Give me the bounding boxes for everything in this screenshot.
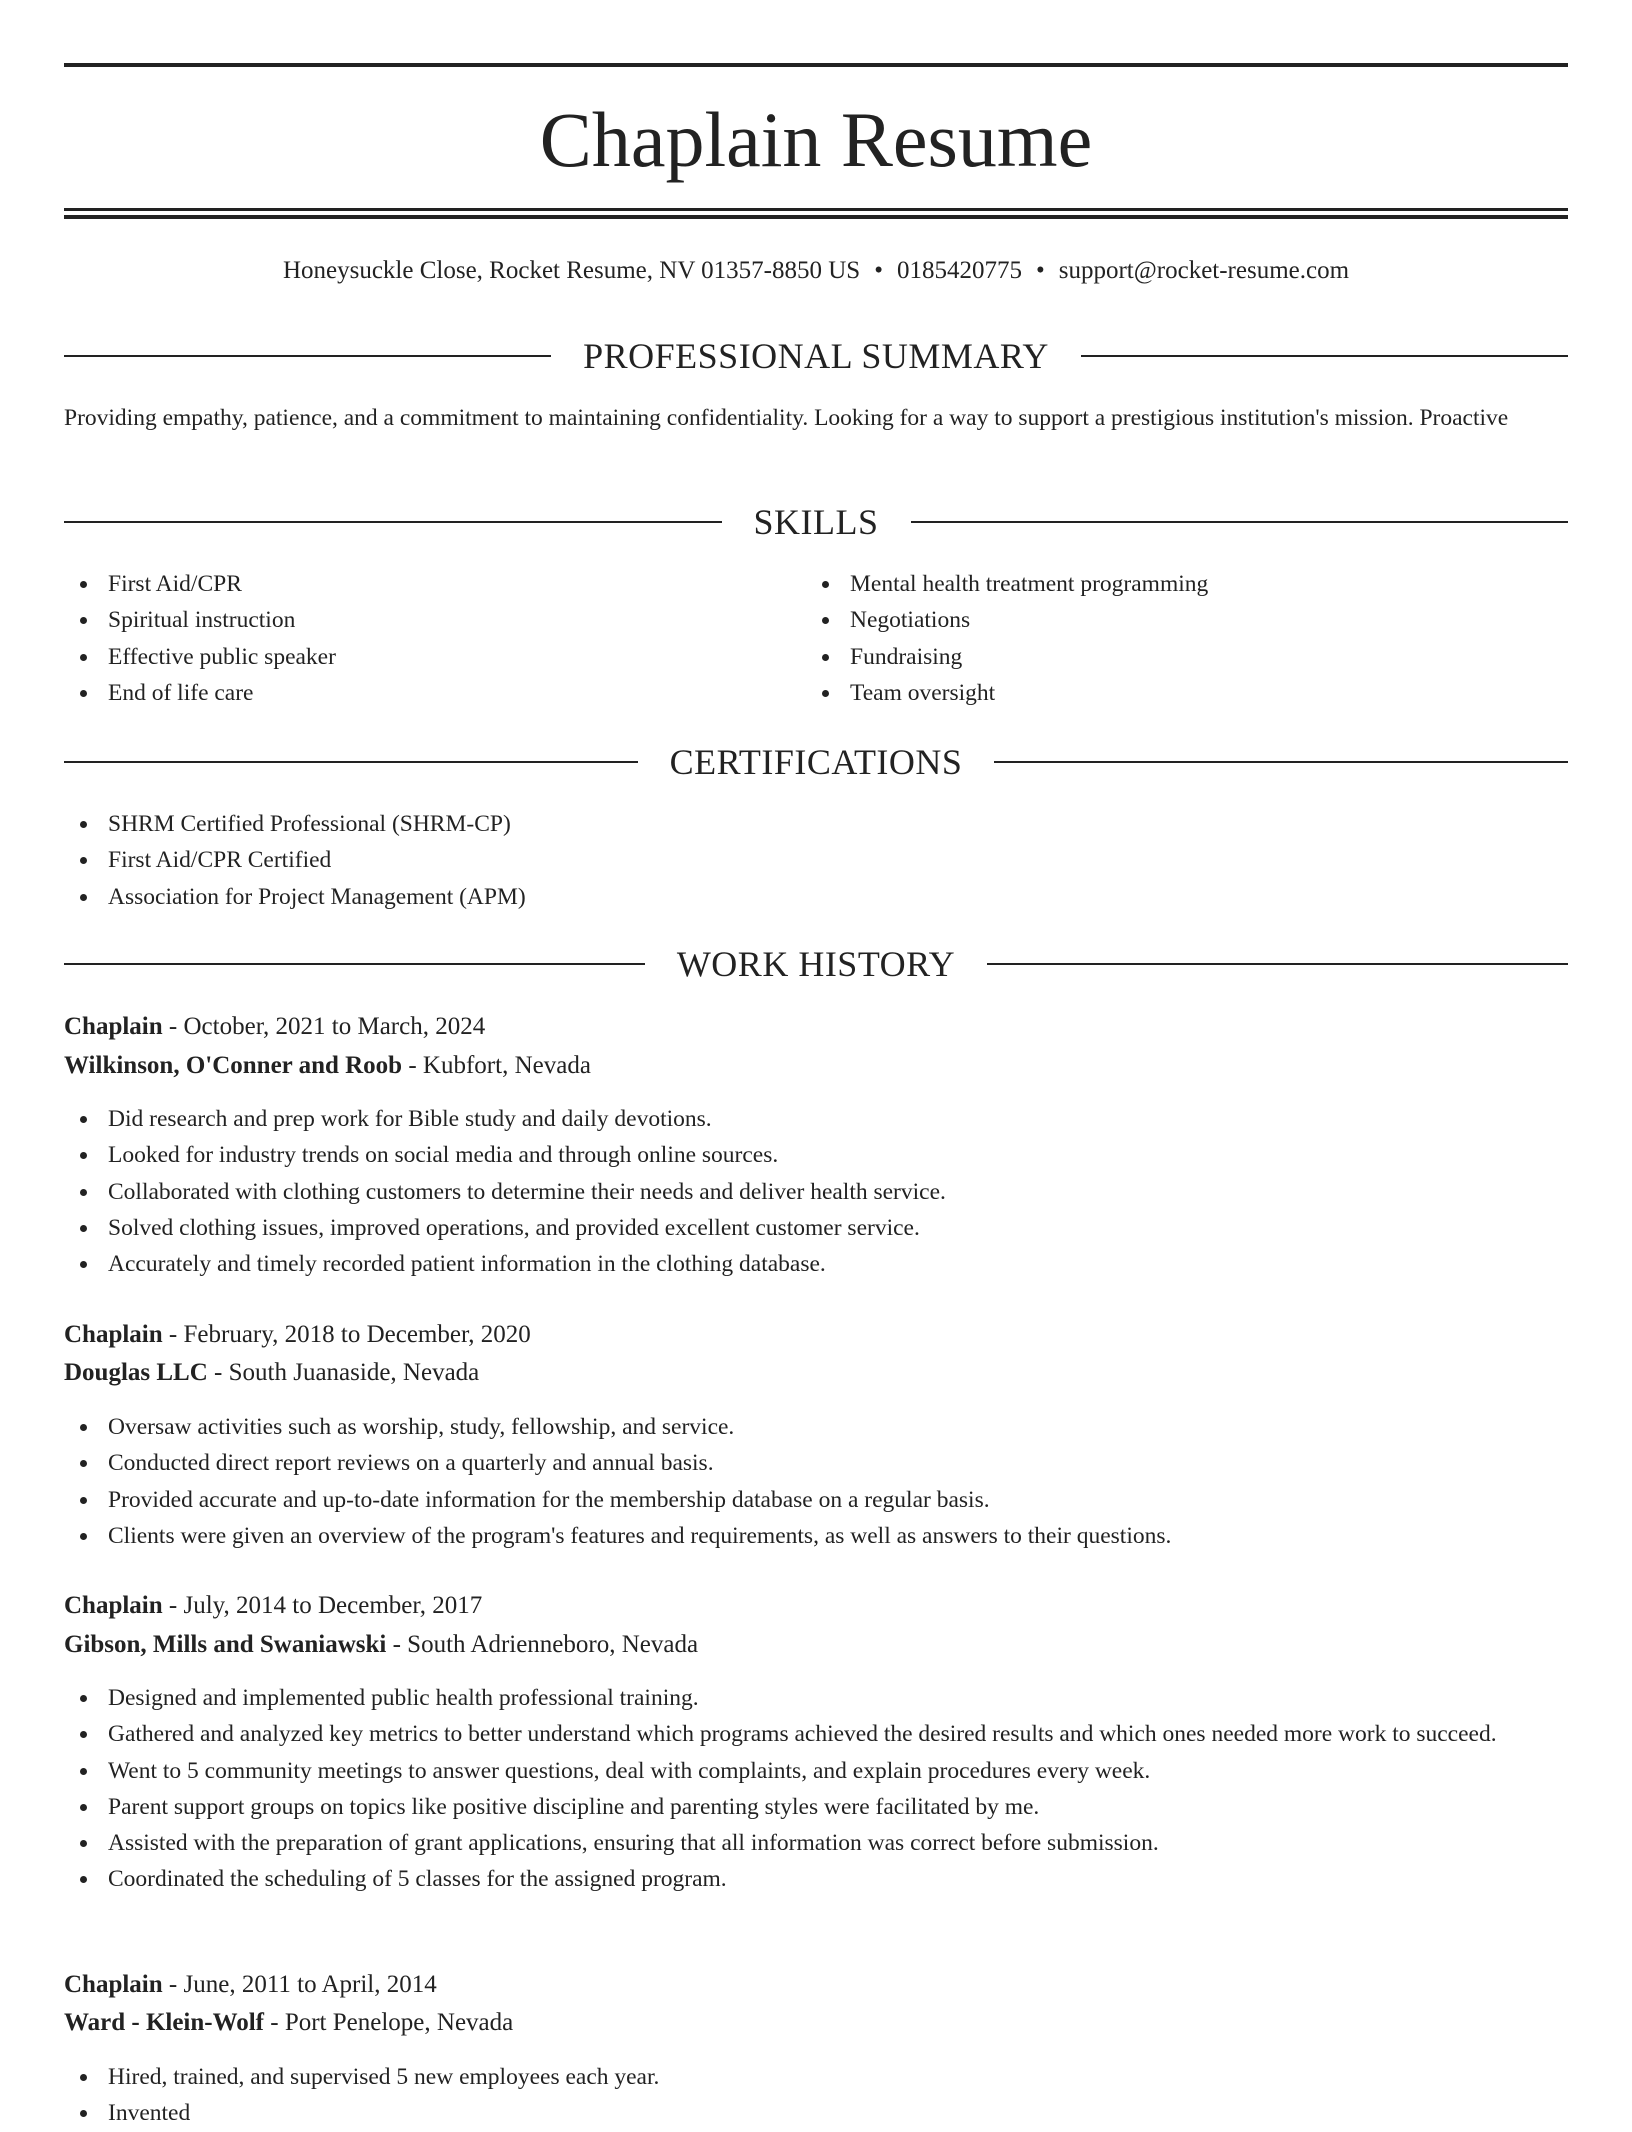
section-header-summary <box>64 334 1568 378</box>
list-item: Team oversight <box>806 675 1566 711</box>
job-bullets <box>64 2059 1568 2132</box>
section-rule <box>911 521 1569 523</box>
section-title: SKILLS <box>753 502 879 542</box>
job-bullets <box>64 1409 1568 1554</box>
job-company: Ward - Klein-Wolf <box>64 2009 264 2036</box>
job-company-line <box>64 1627 1568 1663</box>
summary-text: Providing empathy, patience, and a commitment to maintaining confidentiality. Looking for a way to support a prestigious institution's mission. Proactive <box>64 405 1509 431</box>
section-header-certifications <box>64 740 1568 784</box>
list-item: Association for Project Management (APM) <box>64 879 1568 915</box>
job-dates: - February, 2018 to December, 2020 <box>162 1321 531 1348</box>
list-item: End of life care <box>64 675 804 711</box>
list-item: Assisted with the preparation of grant applications, ensuring that all information was correct before submission. <box>64 1825 1504 1861</box>
list-item: Parent support groups on topics like positive discipline and parenting styles were facilitated by me. <box>64 1789 1504 1825</box>
list-item: First Aid/CPR <box>64 566 804 602</box>
section-rule <box>64 761 638 763</box>
job-title-line <box>64 1317 1568 1353</box>
job-role: Chaplain <box>64 1971 163 1998</box>
list-item: Solved clothing issues, improved operations, and provided excellent customer service. <box>64 1210 1568 1246</box>
section-rule <box>64 355 551 357</box>
job-dates: - July, 2014 to December, 2017 <box>162 1592 483 1619</box>
contact-address: Honeysuckle Close, Rocket Resume, NV 01357-8850 US <box>282 257 861 284</box>
job-title-line <box>64 1967 1568 2003</box>
list-item: Negotiations <box>806 602 1566 638</box>
list-item: Coordinated the scheduling of 5 classes for the assigned program. <box>64 1861 1504 1897</box>
top-rule <box>64 63 1568 67</box>
list-item: Hired, trained, and supervised 5 new employees each year. <box>64 2059 1568 2095</box>
job-company: Gibson, Mills and Swaniawski <box>64 1631 387 1658</box>
contact-separator: • <box>1035 257 1045 284</box>
skills-list-right <box>806 566 1566 711</box>
job-title-line <box>64 1009 1568 1045</box>
section-rule <box>1081 355 1568 357</box>
job-company-line <box>64 1355 1568 1391</box>
list-item: Went to 5 community meetings to answer questions, deal with complaints, and explain procedures every week. <box>64 1753 1504 1789</box>
job-company: Wilkinson, O'Conner and Roob <box>64 1052 403 1079</box>
title-rule-lower <box>64 215 1568 219</box>
section-title: CERTIFICATIONS <box>669 742 963 782</box>
section-rule <box>987 963 1568 965</box>
job-bullets <box>64 1101 1568 1282</box>
job-dates: - June, 2011 to April, 2014 <box>162 1971 437 1998</box>
list-item: Accurately and timely recorded patient information in the clothing database. <box>64 1246 1568 1282</box>
list-item: Oversaw activities such as worship, study, fellowship, and service. <box>64 1409 1568 1445</box>
list-item: Spiritual instruction <box>64 602 804 638</box>
job-company-line <box>64 2005 1568 2041</box>
list-item: Invented <box>64 2095 1568 2131</box>
section-header-skills <box>64 500 1568 544</box>
job-bullets <box>64 1680 1504 1898</box>
job-role: Chaplain <box>64 1321 163 1348</box>
list-item: Fundraising <box>806 639 1566 675</box>
list-item: Clients were given an overview of the program's features and requirements, as well as answers to their questions. <box>64 1518 1568 1554</box>
section-title: WORK HISTORY <box>676 944 956 984</box>
list-item: Mental health treatment programming <box>806 566 1566 602</box>
job-location: - Kubfort, Nevada <box>402 1052 591 1079</box>
section-rule <box>64 521 722 523</box>
section-rule <box>994 761 1568 763</box>
job-company: Douglas LLC <box>64 1359 208 1386</box>
certifications-list <box>64 806 1568 915</box>
list-item: Effective public speaker <box>64 639 804 675</box>
contact-separator: • <box>874 257 883 284</box>
list-item: Conducted direct report reviews on a quarterly and annual basis. <box>64 1445 1568 1481</box>
job-dates: - October, 2021 to March, 2024 <box>162 1013 486 1040</box>
list-item: Designed and implemented public health professional training. <box>64 1680 1504 1716</box>
list-item: Did research and prep work for Bible study and daily devotions. <box>64 1101 1568 1137</box>
list-item: Looked for industry trends on social media and through online sources. <box>64 1137 1568 1173</box>
title-rule-upper <box>64 208 1568 211</box>
job-location: - Port Penelope, Nevada <box>264 2009 514 2036</box>
section-header-work-history <box>64 942 1568 986</box>
list-item: Gathered and analyzed key metrics to better understand which programs achieved the desired results and which ones needed more work to succeed. <box>64 1716 1504 1752</box>
contact-email: support@rocket-resume.com <box>1058 257 1350 284</box>
job-location: - South Adrienneboro, Nevada <box>386 1631 699 1658</box>
page-title: Chaplain Resume <box>539 96 1093 183</box>
list-item: SHRM Certified Professional (SHRM-CP) <box>64 806 1568 842</box>
list-item: Provided accurate and up-to-date information for the membership database on a regular basis. <box>64 1482 1568 1518</box>
contact-phone: 0185420775 <box>896 257 1022 284</box>
section-rule <box>64 963 645 965</box>
contact-line <box>64 254 1568 288</box>
job-location: - South Juanaside, Nevada <box>207 1359 480 1386</box>
list-item: Collaborated with clothing customers to determine their needs and deliver health service. <box>64 1174 1568 1210</box>
skills-list-left <box>64 566 804 711</box>
job-role: Chaplain <box>64 1592 163 1619</box>
list-item: First Aid/CPR Certified <box>64 842 1568 878</box>
job-role: Chaplain <box>64 1013 163 1040</box>
job-title-line <box>64 1588 1568 1624</box>
section-title: PROFESSIONAL SUMMARY <box>583 336 1049 376</box>
job-company-line <box>64 1048 1568 1084</box>
